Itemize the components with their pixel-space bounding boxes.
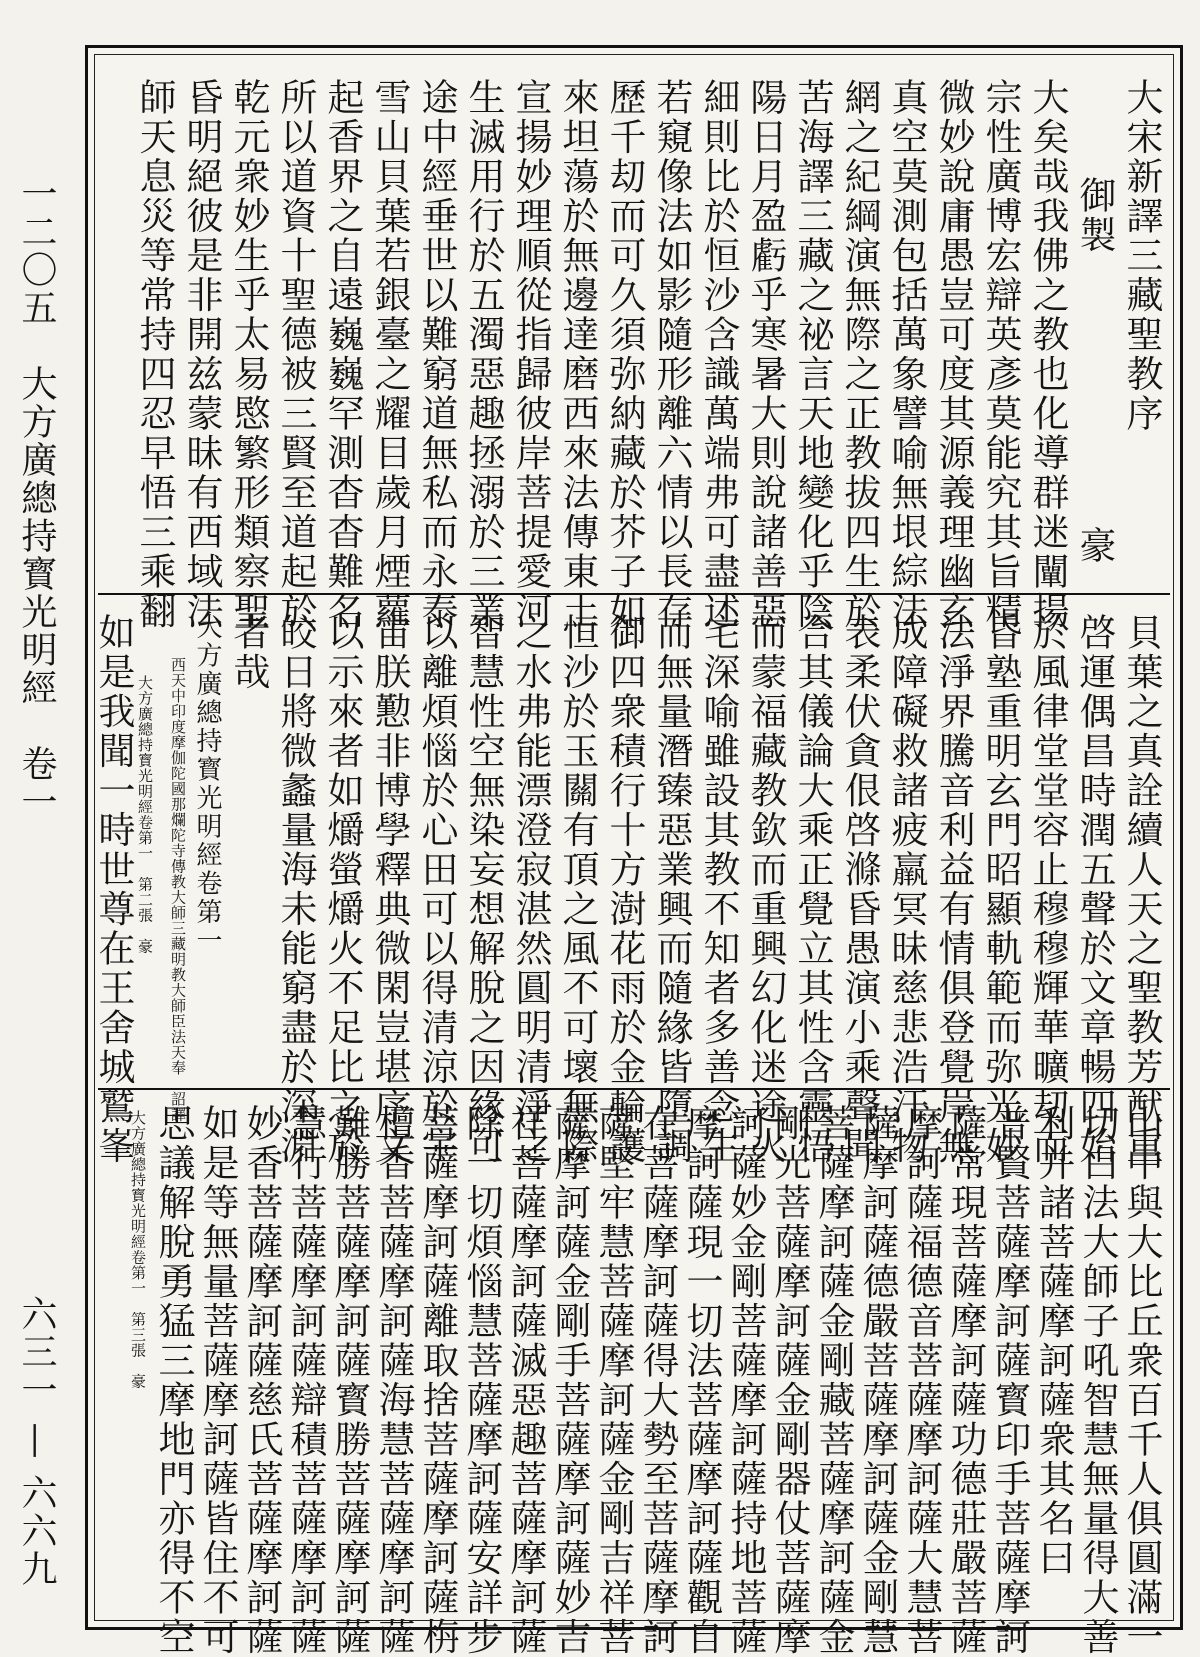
text-column: 思議解脫勇猛三摩地門亦得不空 xyxy=(152,1104,195,1657)
text-column: 剛光菩薩摩訶薩金剛器仗菩薩摩 xyxy=(768,1104,811,1657)
text-column: 成障礙救諸疲羸冥昧慈悲浩汗物 xyxy=(885,613,928,1166)
text-column: 慧行菩薩摩訶薩辯積菩薩摩訶薩 xyxy=(284,1104,327,1657)
text-column: 菩薩摩訶薩金剛藏菩薩摩訶薩金 xyxy=(812,1104,855,1657)
text-column: 真空莫測包括萬象譬喻無垠綜法 xyxy=(885,78,928,631)
text-column: 訶薩妙金剛菩薩摩訶薩持地菩薩 xyxy=(724,1104,767,1657)
translator-line: 西天中印度摩伽陀國那爛陀寺傳教大師三藏明教大師臣法天奉 詔譯 xyxy=(169,657,187,1122)
text-column: 啓運偶昌時潤五聲於文章暢四始 xyxy=(1073,613,1116,1166)
text-column: 以示來者如爝螢爝火不足比之於 xyxy=(321,613,364,1166)
text-column: 昏塾重明玄門昭顯軌範而弥光妙 xyxy=(979,613,1022,1166)
text-column: 難勝菩薩摩訶薩寳勝菩薩摩訶薩 xyxy=(328,1104,371,1657)
text-column: 在菩薩摩訶薩得大勢至菩薩摩訶 xyxy=(636,1104,679,1657)
text-column: 起香界之自遠巍巍罕測杳杳難名 xyxy=(321,78,364,631)
text-column: 宙朕懃非博學釋典微閑豈堪序文 xyxy=(368,613,411,1166)
text-column: 宣揚妙理順從指歸彼岸菩提愛河 xyxy=(509,78,552,631)
text-column: 於風律堂堂容止穆穆輝華曠刧而 xyxy=(1026,613,1069,1166)
text-column: 所以道資十聖德被三賢至道起於 xyxy=(274,78,317,631)
text-column: 大矣哉我佛之教也化導群迷闡揚 xyxy=(1026,78,1069,631)
margin-page-number: 六三一 — 六六九 xyxy=(16,1295,57,1588)
page-mark: 豪 xyxy=(1073,526,1116,566)
text-column: 普賢菩薩摩訶薩寳印手菩薩摩訶 xyxy=(988,1104,1031,1657)
text-column: 薩摩訶薩德嚴菩薩摩訶薩金剛慧 xyxy=(856,1104,899,1657)
text-column: 生滅用行於五濁惡趣拯溺於三業 xyxy=(462,78,505,631)
text-column: 如是等無量菩薩摩訶薩皆住不可 xyxy=(196,1104,239,1657)
text-column: 宗性廣博宏辯英彥莫能究其旨精 xyxy=(979,78,1022,631)
text-column: 細則比於恒沙含識萬端弗可盡述 xyxy=(697,78,740,631)
sutra-opening-line: 如是我聞一時世尊在王舍城鷲峯 xyxy=(92,613,135,1166)
text-column: 表柔伏貪佷啓滌昏愚演小乘聲聞 xyxy=(838,613,881,1166)
text-column: 合其儀論大乘正覺立其性含靈悟 xyxy=(791,613,834,1166)
sutra-title: 大方廣總持寳光明經卷第一 xyxy=(192,613,222,955)
text-column: 微妙說庸愚豈可度其源義理幽玄 xyxy=(932,78,975,631)
text-column: 摩訶薩現一切法菩薩摩訶薩觀自 xyxy=(680,1104,723,1657)
text-column: 以離煩惱於心田可以得清涼於宇 xyxy=(415,613,458,1166)
text-column: 途中經垂世以難窮道無私而永泰 xyxy=(415,78,458,631)
text-column: 薩常現菩薩摩訶薩功德莊嚴菩薩 xyxy=(944,1104,987,1657)
text-column: 菩薩摩訶薩離取捨菩薩摩訶薩栴 xyxy=(416,1104,459,1657)
text-column: 皎日將微蠡量海未能窮盡於深淵 xyxy=(274,613,317,1166)
text-column: 雪山貝葉若銀臺之耀目歲月煙蘿 xyxy=(368,78,411,631)
text-column: 昏明絕彼是非開兹蒙昧有西域法 xyxy=(180,78,223,631)
text-column: 者哉 xyxy=(227,613,270,692)
text-column: 乾元衆妙生乎太易愍繁形類察聖 xyxy=(227,78,270,631)
imperial-byline: 御製 xyxy=(1073,176,1116,255)
volume-note: 大方廣總持寳光明經卷第一 第三張 豪 xyxy=(129,1110,147,1389)
text-column: 師天息災等常持四忍早悟三乘翻 xyxy=(133,78,176,631)
text-column: 法淨界騰音利益有情俱登覺岸無 xyxy=(932,613,975,1166)
text-column: 而蒙福藏教欽而重興幻化迷途火 xyxy=(744,613,787,1166)
text-column: 薩摩訶薩金剛手菩薩摩訶薩妙吉 xyxy=(548,1104,591,1657)
text-column: 山中與大比丘衆百千人俱圓滿一 xyxy=(1120,1104,1163,1657)
text-column: 苦海譯三藏之祕言天地變化乎陰 xyxy=(791,78,834,631)
text-column: 檀香菩薩摩訶薩海慧菩薩摩訶薩 xyxy=(372,1104,415,1657)
preface-title: 大宋新譯三藏聖教序 xyxy=(1120,78,1163,434)
text-column: 若窺像法如影隨形離六情以長存 xyxy=(650,78,693,631)
text-column: 利并諸菩薩摩訶薩衆其名曰 xyxy=(1032,1104,1075,1578)
preface-continued-panel xyxy=(92,593,1170,1166)
text-column: 而無量潛臻惡業興而隨緣皆墮調 xyxy=(650,613,693,1166)
text-column: 網之紀綱演無際之正教拔四生於 xyxy=(838,78,881,631)
text-column: 歷千刧而可久須弥納藏於芥子如 xyxy=(603,78,646,631)
text-column: 貝葉之真詮續人天之聖教芳猷重 xyxy=(1120,613,1163,1166)
text-column: 御四衆積行十方澍花雨於金輪護 xyxy=(603,613,646,1166)
text-column: 薩堅牢慧菩薩摩訶薩金剛吉祥菩 xyxy=(592,1104,635,1657)
page-frame xyxy=(85,45,1183,1657)
preface-panel xyxy=(98,56,1170,631)
text-column: 祥菩薩摩訶薩滅惡趣菩薩摩訶薩 xyxy=(504,1104,547,1657)
volume-note: 大方廣總持寳光明經卷第一 第二張 豪 xyxy=(136,675,154,954)
text-column: 妙香菩薩摩訶薩慈氏菩薩摩訶薩 xyxy=(240,1104,283,1657)
text-column: 除一切煩惱慧菩薩摩訶薩安詳步 xyxy=(460,1104,503,1657)
sutra-text-panel xyxy=(98,1088,1170,1657)
text-column: 之水弗能漂澄寂湛然圓明清淨之 xyxy=(509,613,552,1166)
margin-volume-title: 一二〇五 大方廣總持寳光明經 卷一 xyxy=(16,175,57,821)
text-column: 恒沙於玉關有頂之風不可壞無際 xyxy=(556,613,599,1166)
text-column: 來坦蕩於無邊達磨西來法傳東土 xyxy=(556,78,599,631)
text-column: 陽日月盈虧乎寒暑大則說諸善惡 xyxy=(744,78,787,631)
text-column: 宅深喻雖設其教不知者多善念生 xyxy=(697,613,740,1166)
text-column: 智慧性空無染妄想解脫之因緣可 xyxy=(462,613,505,1166)
text-column: 切白法大師子吼智慧無量得大善 xyxy=(1076,1104,1119,1657)
text-column: 摩訶薩福德音菩薩摩訶薩大慧菩 xyxy=(900,1104,943,1657)
